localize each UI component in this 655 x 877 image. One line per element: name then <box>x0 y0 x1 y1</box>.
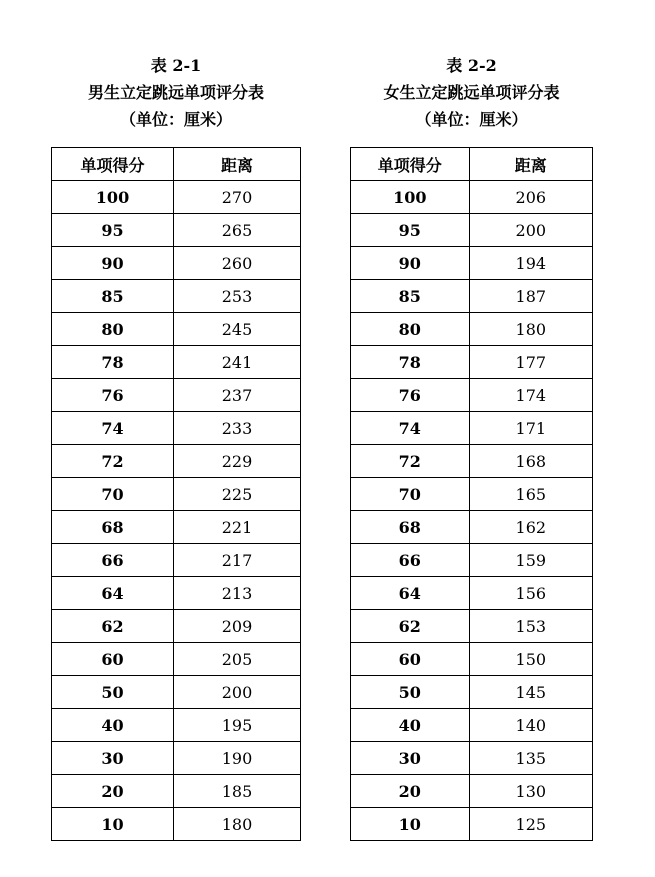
distance-cell: 209 <box>174 610 301 643</box>
table-row <box>351 445 593 478</box>
score-cell: 50 <box>351 676 470 709</box>
score-cell: 74 <box>52 412 174 445</box>
distance-cell: 177 <box>469 346 592 379</box>
distance-cell: 140 <box>469 709 592 742</box>
distance-cell: 171 <box>469 412 592 445</box>
distance-cell: 206 <box>469 181 592 214</box>
score-cell: 72 <box>351 445 470 478</box>
table-row <box>351 379 593 412</box>
score-cell: 90 <box>52 247 174 280</box>
table-row <box>351 412 593 445</box>
distance-cell: 180 <box>174 808 301 841</box>
table-row <box>351 280 593 313</box>
score-cell: 70 <box>351 478 470 511</box>
table-row <box>351 511 593 544</box>
distance-cell: 200 <box>174 676 301 709</box>
table-row <box>351 643 593 676</box>
distance-cell: 241 <box>174 346 301 379</box>
score-cell: 62 <box>351 610 470 643</box>
score-cell: 40 <box>52 709 174 742</box>
table-row <box>351 214 593 247</box>
table-row <box>351 544 593 577</box>
score-cell: 62 <box>52 610 174 643</box>
table-row <box>52 445 301 478</box>
table-row <box>52 643 301 676</box>
score-cell: 60 <box>351 643 470 676</box>
distance-cell: 265 <box>174 214 301 247</box>
distance-cell: 168 <box>469 445 592 478</box>
score-cell: 50 <box>52 676 174 709</box>
distance-cell: 159 <box>469 544 592 577</box>
score-cell: 95 <box>351 214 470 247</box>
score-cell: 68 <box>351 511 470 544</box>
distance-cell: 233 <box>174 412 301 445</box>
table-title: 男生立定跳远单项评分表 <box>87 83 264 102</box>
distance-cell: 156 <box>469 577 592 610</box>
score-cell: 10 <box>52 808 174 841</box>
distance-cell: 260 <box>174 247 301 280</box>
table-row <box>351 610 593 643</box>
score-cell: 64 <box>52 577 174 610</box>
table-row <box>52 346 301 379</box>
score-cell: 30 <box>52 742 174 775</box>
distance-cell: 153 <box>469 610 592 643</box>
score-cell: 78 <box>351 346 470 379</box>
table-header-row <box>52 148 301 181</box>
table-unit: （单位：厘米） <box>119 110 232 129</box>
table-row <box>351 742 593 775</box>
score-cell: 100 <box>52 181 174 214</box>
table-row <box>52 742 301 775</box>
male-table-body <box>52 181 301 841</box>
table-row <box>52 511 301 544</box>
table-row <box>52 181 301 214</box>
score-cell: 74 <box>351 412 470 445</box>
table-row <box>351 709 593 742</box>
distance-cell: 253 <box>174 280 301 313</box>
score-cell: 68 <box>52 511 174 544</box>
table-row <box>351 676 593 709</box>
score-cell: 72 <box>52 445 174 478</box>
score-cell: 66 <box>351 544 470 577</box>
table-row <box>52 412 301 445</box>
header-distance: 距离 <box>174 148 301 181</box>
score-cell: 76 <box>351 379 470 412</box>
score-cell: 66 <box>52 544 174 577</box>
table-title: 女生立定跳远单项评分表 <box>383 83 560 102</box>
score-cell: 85 <box>52 280 174 313</box>
distance-cell: 213 <box>174 577 301 610</box>
table-row <box>52 676 301 709</box>
distance-cell: 200 <box>469 214 592 247</box>
table-row <box>52 808 301 841</box>
score-cell: 85 <box>351 280 470 313</box>
table-row <box>351 478 593 511</box>
distance-cell: 217 <box>174 544 301 577</box>
table-row <box>52 577 301 610</box>
distance-cell: 187 <box>469 280 592 313</box>
score-cell: 64 <box>351 577 470 610</box>
distance-cell: 162 <box>469 511 592 544</box>
table-row <box>52 544 301 577</box>
female-score-table <box>350 147 593 841</box>
male-score-table-block <box>51 52 301 841</box>
distance-cell: 150 <box>469 643 592 676</box>
score-cell: 80 <box>351 313 470 346</box>
score-cell: 90 <box>351 247 470 280</box>
table-row <box>351 775 593 808</box>
distance-cell: 237 <box>174 379 301 412</box>
female-score-table-block <box>350 52 593 841</box>
table-row <box>52 379 301 412</box>
table-header-row <box>351 148 593 181</box>
table-row <box>351 313 593 346</box>
score-cell: 80 <box>52 313 174 346</box>
header-score: 单项得分 <box>351 148 470 181</box>
table-row <box>52 214 301 247</box>
table-row <box>52 280 301 313</box>
table-row <box>351 577 593 610</box>
table-number: 表 2-2 <box>446 56 497 75</box>
table-unit: （单位：厘米） <box>415 110 528 129</box>
table-row <box>351 247 593 280</box>
distance-cell: 165 <box>469 478 592 511</box>
header-score: 单项得分 <box>52 148 174 181</box>
table-row <box>351 808 593 841</box>
score-cell: 100 <box>351 181 470 214</box>
distance-cell: 205 <box>174 643 301 676</box>
distance-cell: 125 <box>469 808 592 841</box>
distance-cell: 180 <box>469 313 592 346</box>
table-row <box>52 610 301 643</box>
table-row <box>351 181 593 214</box>
score-cell: 20 <box>351 775 470 808</box>
table-row <box>351 346 593 379</box>
score-cell: 70 <box>52 478 174 511</box>
male-score-table <box>51 147 301 841</box>
table-row <box>52 478 301 511</box>
table-row <box>52 709 301 742</box>
distance-cell: 145 <box>469 676 592 709</box>
table-row <box>52 313 301 346</box>
distance-cell: 185 <box>174 775 301 808</box>
score-cell: 10 <box>351 808 470 841</box>
table-number: 表 2-1 <box>150 56 202 75</box>
distance-cell: 245 <box>174 313 301 346</box>
distance-cell: 225 <box>174 478 301 511</box>
score-cell: 30 <box>351 742 470 775</box>
score-cell: 95 <box>52 214 174 247</box>
score-cell: 40 <box>351 709 470 742</box>
female-table-body <box>351 181 593 841</box>
distance-cell: 135 <box>469 742 592 775</box>
distance-cell: 229 <box>174 445 301 478</box>
distance-cell: 190 <box>174 742 301 775</box>
table-row <box>52 775 301 808</box>
table-row <box>52 247 301 280</box>
score-cell: 20 <box>52 775 174 808</box>
distance-cell: 194 <box>469 247 592 280</box>
distance-cell: 221 <box>174 511 301 544</box>
distance-cell: 270 <box>174 181 301 214</box>
distance-cell: 130 <box>469 775 592 808</box>
distance-cell: 195 <box>174 709 301 742</box>
score-cell: 60 <box>52 643 174 676</box>
score-cell: 78 <box>52 346 174 379</box>
distance-cell: 174 <box>469 379 592 412</box>
score-cell: 76 <box>52 379 174 412</box>
header-distance: 距离 <box>469 148 592 181</box>
